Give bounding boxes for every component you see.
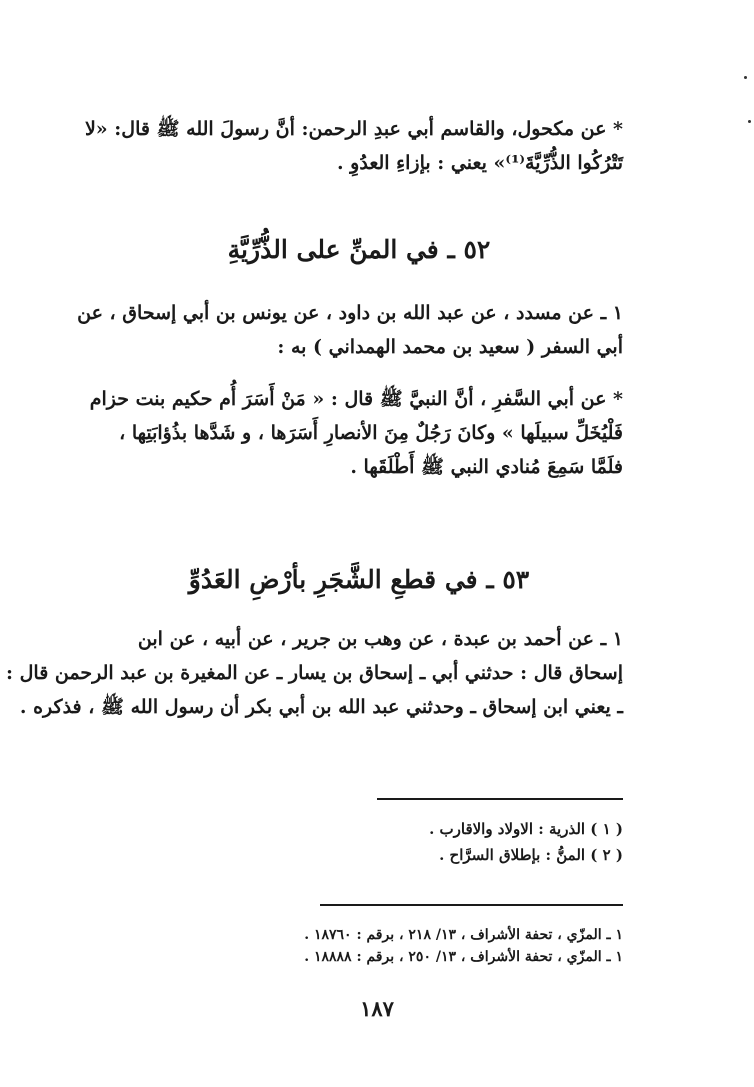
- intro-line-1: * عن مكحول، والقاسم أبي عبدِ الرحمن: أنَّ رسولَ الله ﷺ قال: «لا: [84, 118, 623, 140]
- margin-speck: [744, 76, 747, 79]
- footnotes: [330, 816, 623, 868]
- text-52-line-2: فَلْيُخَلِّ سبيلَها » وكانَ رَجُلٌ مِنَ الأنصارِ أَسَرَها ، و شَدَّها بذُؤابَتِها ،: [119, 422, 623, 444]
- para-53-line-3: ـ يعني ابن إسحاق ـ وحدثني عبد الله بن أبي بكر أن رسول الله ﷺ ، فذكره .: [19, 696, 623, 718]
- para-53-line-1: ١ ـ عن أحمد بن عبدة ، عن وهب بن جرير ، عن أبيه ، عن ابن: [137, 628, 623, 650]
- footnote-2: ( ٢ ) المنُّ : بإطلاق السرَّاح .: [439, 846, 623, 864]
- text-52-line-1: * عن أبي السَّفرِ ، أنَّ النبيَّ ﷺ قال : « مَنْ أَسَرَ أُم حكيم بنت حزام: [89, 388, 623, 410]
- isnad-52-line-2: أبي السفر ( سعيد بن محمد الهمداني ) به :: [277, 336, 623, 358]
- section-52-isnad: [77, 296, 623, 364]
- margin-speck: [748, 120, 751, 123]
- intro-line-2: تَتْرُكُوا الذُّرِّيَّةَ⁽¹⁾» يعني : بإزاءِ العدُوِ .: [336, 152, 623, 174]
- section-53-paragraph: [6, 622, 623, 724]
- page-number: ١٨٧: [360, 996, 394, 1021]
- reference-2: ١ ـ المزّي ، تحفة الأشراف ، ١٣/ ٢٥٠ ، برقم : ١٨٨٨٨ .: [304, 949, 623, 965]
- para-53-line-2: إسحاق قال : حدثني أبي ـ إسحاق بن يسار ـ عن المغيرة بن عبد الرحمن قال :: [6, 662, 623, 684]
- reference-1: ١ ـ المزّي ، تحفة الأشراف ، ١٣/ ٢١٨ ، برقم : ١٨٧٦٠ .: [304, 927, 623, 943]
- section-52-text: [89, 382, 623, 484]
- text-52-line-3: فلَمَّا سَمِعَ مُنادي النبي ﷺ أَطْلَقَها .: [350, 456, 623, 478]
- footnote-separator: [377, 798, 623, 800]
- references-separator: [320, 904, 623, 906]
- footnote-1: ( ١ ) الذرية : الاولاد والاقارب .: [429, 820, 623, 838]
- isnad-52-line-1: ١ ـ عن مسدد ، عن عبد الله بن داود ، عن يونس بن أبي إسحاق ، عن: [77, 302, 623, 324]
- chapter-heading-53: ٥٣ ـ في قطعِ الشَّجَرِ بأرْضِ العَدُوِّ: [188, 565, 530, 594]
- chapter-heading-52: ٥٢ ـ في المنِّ على الذُّرِّيَّةِ: [227, 235, 491, 264]
- intro-paragraph: [84, 112, 623, 180]
- references: [300, 924, 623, 968]
